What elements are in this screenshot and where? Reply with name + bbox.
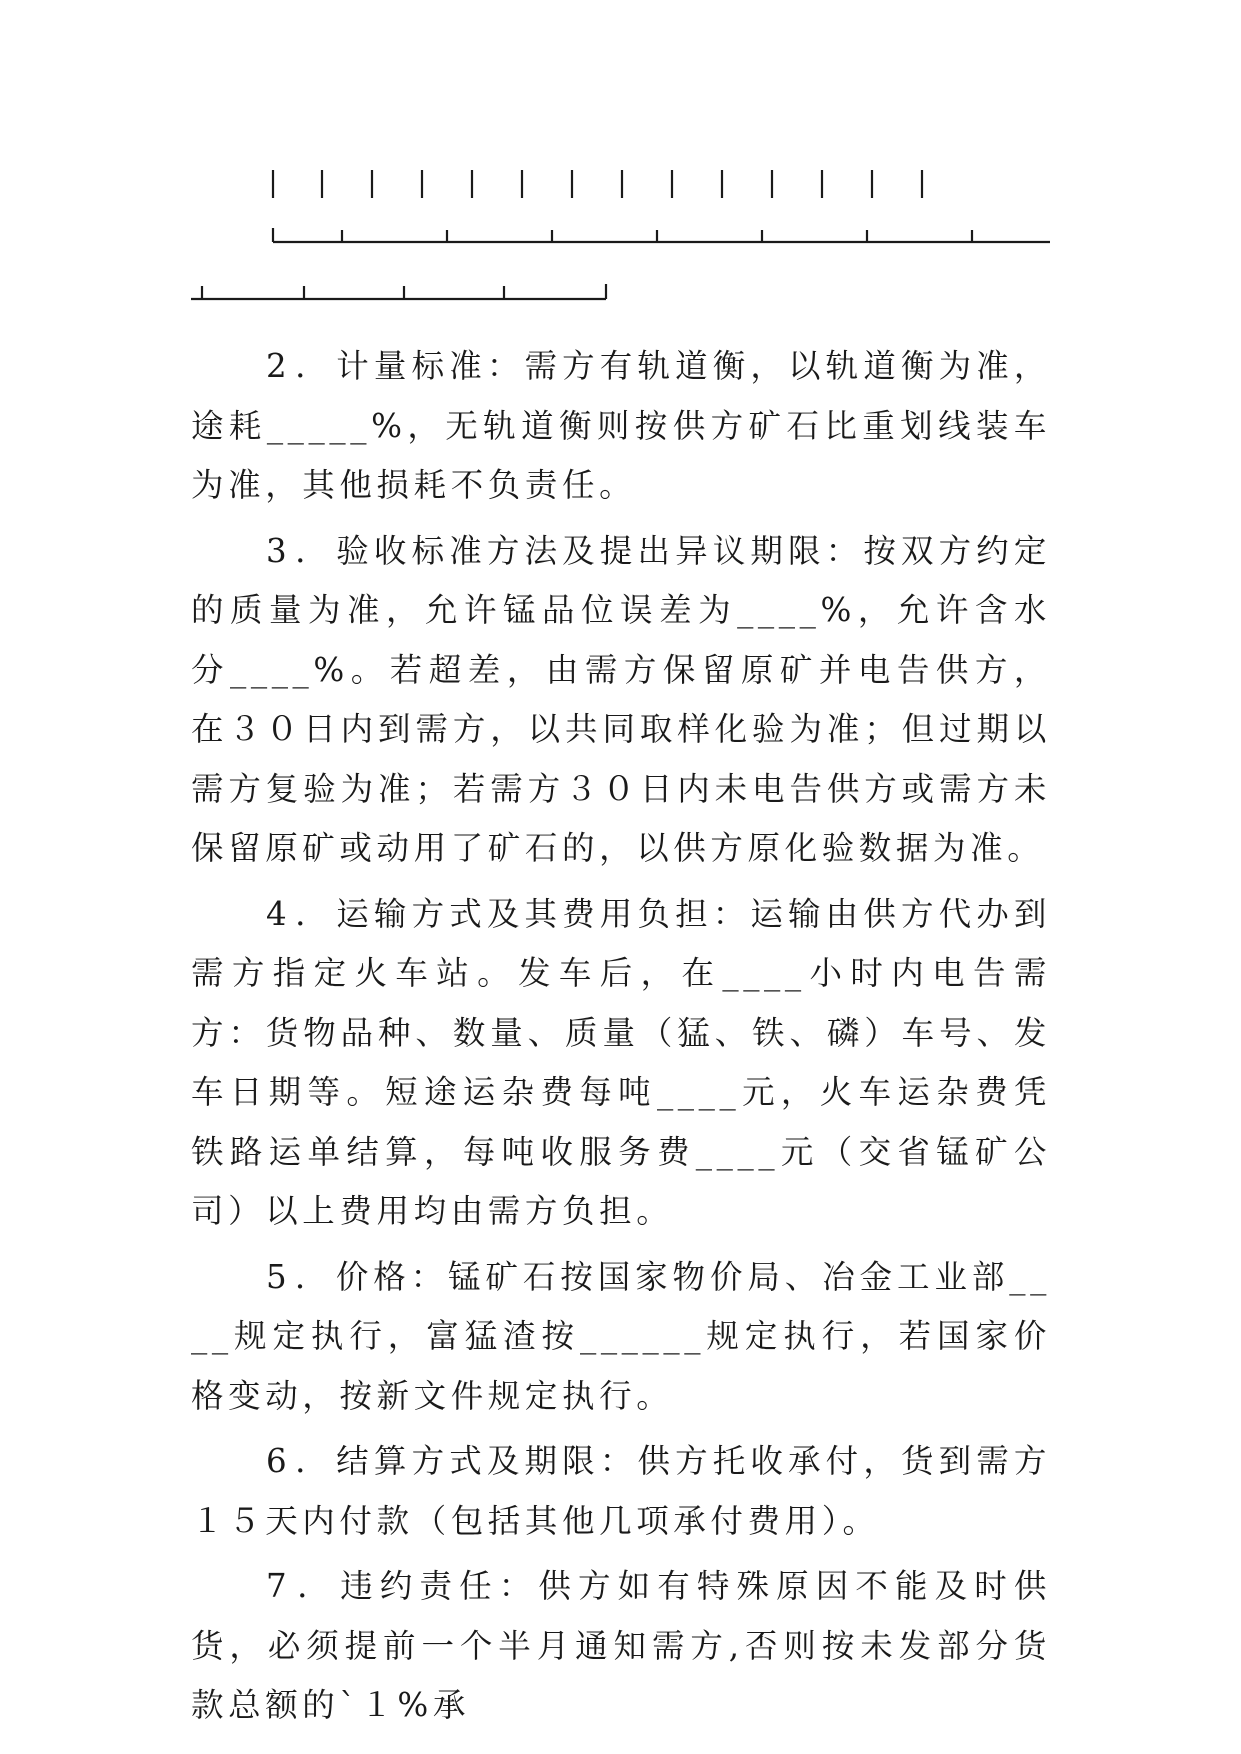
clause-number: 3． [266,531,337,570]
clause-text: 运输方式及其费用负担：运输由供方代办到需方指定火车站。发车后，在____小时内电告需方：货物品种、数量、质量（猛、铁、磷）车号、发车日期等。短途运杂费每吨____元，火车运杂费凭铁路运单结算，每吨收服务费____元（交省锰矿公司）以上费用均由需方负担。 [191,894,1051,1230]
clause-3 [191,522,1051,879]
clause-5 [191,1248,1051,1427]
clause-number: 4． [266,894,337,933]
clause-4 [191,885,1051,1242]
clause-number: 5． [266,1257,336,1296]
clause-text: 结算方式及期限：供方托收承付，货到需方１５天内付款（包括其他几项承付费用）。 [191,1442,1051,1540]
clause-7 [191,1557,1051,1736]
clause-number: 7． [266,1567,341,1605]
clause-text: 验收标准方法及提出异议期限：按双方约定的质量为准，允许锰品位误差为____%，允许含水分____%。若超差，由需方保留原矿并电告供方，在３０日内到需方，以共同取样化验为准；但过期以需方复验为准；若需方３０日内未电告供方或需方未保留原矿或动用了矿石的，以供方原化验数据为准。 [191,531,1051,867]
clause-2 [191,337,1051,516]
clause-text: 违约责任：供方如有特殊原因不能及时供货，必须提前一个半月通知需方,否则按未发部分货款总额的`１%承 [191,1567,1051,1724]
table-lines [0,160,1241,310]
contract-body [191,337,1051,1742]
clause-number: 6． [266,1442,337,1480]
clause-text: 价格：锰矿石按国家物价局、冶金工业部____规定执行，富猛渣按______规定执行，若国家价格变动，按新文件规定执行。 [191,1257,1051,1415]
clause-text: 计量标准：需方有轨道衡，以轨道衡为准，途耗_____%，无轨道衡则按供方矿石比重划线装车为准，其他损耗不负责任。 [191,347,1051,504]
table-fragment [0,160,1241,310]
clause-number: 2． [266,347,337,385]
clause-6 [191,1432,1051,1551]
